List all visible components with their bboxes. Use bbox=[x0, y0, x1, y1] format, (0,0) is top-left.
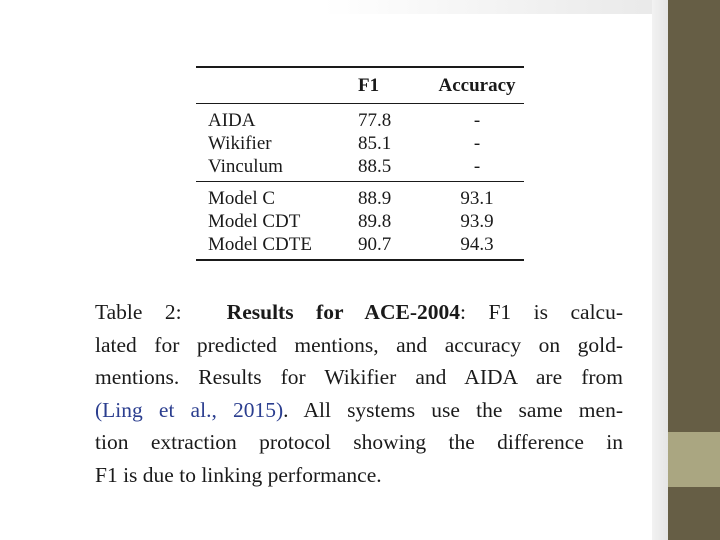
table-row bbox=[196, 104, 524, 132]
table-cell-f1: 77.8 bbox=[358, 110, 392, 131]
table-cell-accuracy: 94.3 bbox=[460, 234, 494, 255]
slide-top-fade bbox=[0, 0, 720, 14]
table-bottom-rule bbox=[196, 259, 524, 261]
header-cell-system bbox=[196, 68, 358, 103]
table-cell-system: AIDA bbox=[208, 110, 256, 131]
table-row bbox=[196, 182, 524, 210]
table-cell-system: Vinculum bbox=[208, 156, 283, 177]
table-cell-system: Model C bbox=[208, 188, 276, 209]
table-cell-system: Wikifier bbox=[208, 133, 272, 154]
table-cell-system: Model CDT bbox=[208, 211, 301, 232]
slide-right-fade bbox=[652, 0, 668, 540]
table-cell-accuracy: - bbox=[473, 110, 481, 131]
slide-side-accent bbox=[668, 432, 720, 487]
table-row bbox=[196, 210, 524, 233]
table-row bbox=[196, 155, 524, 181]
table-group-models bbox=[196, 182, 524, 259]
table-cell-accuracy: - bbox=[473, 156, 481, 177]
caption-label: Table 2: bbox=[95, 300, 182, 324]
caption-line: tion extraction protocol showing the difference in bbox=[95, 430, 623, 454]
results-table bbox=[196, 66, 524, 261]
table-row bbox=[196, 233, 524, 259]
caption-line bbox=[95, 394, 623, 427]
header-cell-accuracy: Accuracy bbox=[438, 75, 516, 96]
header-cell-f1: F1 bbox=[358, 75, 380, 96]
table-cell-accuracy: 93.1 bbox=[460, 188, 494, 209]
table-row bbox=[196, 132, 524, 155]
table-cell-f1: 89.8 bbox=[358, 211, 392, 232]
table-cell-f1: 85.1 bbox=[358, 133, 392, 154]
caption-text: : F1 is calcu- bbox=[460, 300, 624, 324]
caption-bold-title: Results for ACE-2004 bbox=[226, 300, 460, 324]
caption-line bbox=[95, 296, 623, 329]
caption-line: F1 is due to linking performance. bbox=[95, 462, 382, 487]
table-cell-accuracy: 93.9 bbox=[460, 211, 494, 232]
table-cell-f1: 88.9 bbox=[358, 188, 392, 209]
table-group-baselines bbox=[196, 104, 524, 181]
caption-text: . All systems use the same men- bbox=[283, 397, 623, 422]
citation-link[interactable]: (Ling et al., 2015) bbox=[95, 397, 284, 422]
table-cell-system: Model CDTE bbox=[208, 234, 312, 255]
table-caption bbox=[95, 296, 623, 491]
table-cell-f1: 88.5 bbox=[358, 156, 392, 177]
caption-line: lated for predicted mentions, and accuracy on gold- bbox=[95, 332, 623, 357]
results-table-grid bbox=[196, 68, 524, 103]
table-cell-accuracy: - bbox=[473, 133, 481, 154]
caption-line: mentions. Results for Wikifier and AIDA are from bbox=[95, 365, 623, 389]
table-header-row bbox=[196, 68, 524, 103]
table-cell-f1: 90.7 bbox=[358, 234, 392, 255]
